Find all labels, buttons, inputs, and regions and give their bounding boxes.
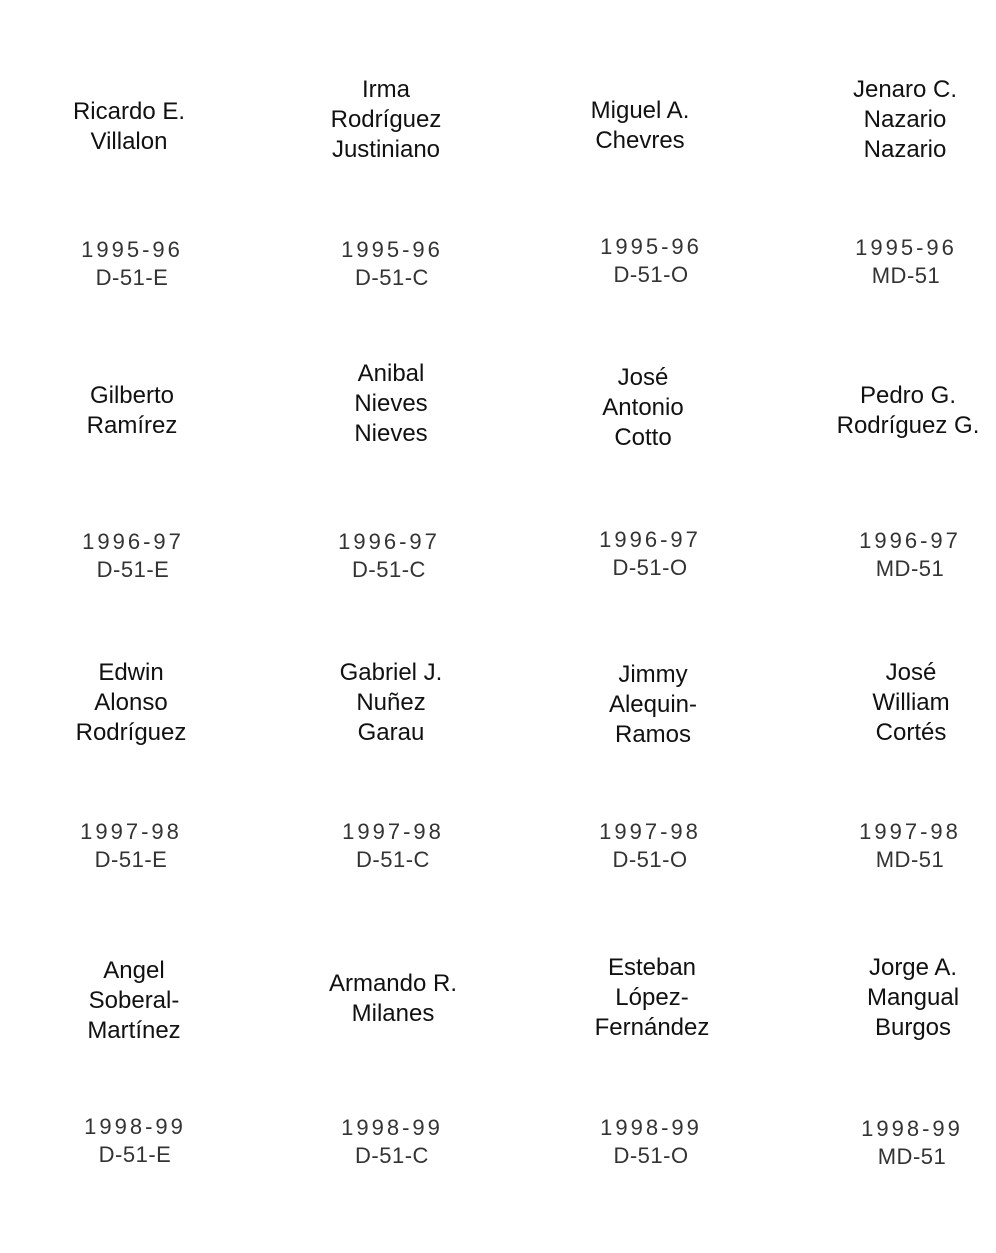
term-year: 1997-98 <box>80 819 182 844</box>
name-line: José <box>885 659 937 686</box>
term-block <box>531 233 771 289</box>
term-block <box>530 526 770 582</box>
term-block <box>15 1113 255 1169</box>
name-line: Villalon <box>90 128 168 155</box>
district-code: D-51-E <box>94 847 168 872</box>
name-line: Fernández <box>594 1014 710 1041</box>
name-line: Mangual <box>866 984 960 1011</box>
term-block <box>530 818 770 874</box>
term-year: 1995-96 <box>600 234 702 259</box>
district-code: D-51-E <box>98 1142 172 1167</box>
member-name <box>266 75 506 165</box>
name-line: Gabriel J. <box>339 659 443 686</box>
term-block <box>792 1115 996 1171</box>
term-year: 1998-99 <box>84 1114 186 1139</box>
name-line: Martínez <box>87 1017 181 1044</box>
name-line: Armando R. <box>328 970 458 997</box>
name-line: William <box>872 689 950 716</box>
term-block <box>269 528 509 584</box>
name-line: Nieves <box>354 420 428 447</box>
member-name <box>273 969 513 1029</box>
district-code: MD-51 <box>877 1144 947 1169</box>
term-block <box>786 234 996 290</box>
name-line: Nazario <box>863 136 947 163</box>
name-line: Milanes <box>351 1000 435 1027</box>
term-block <box>790 818 996 874</box>
name-line: Rodríguez G. <box>836 412 980 439</box>
term-year: 1998-99 <box>341 1115 443 1140</box>
name-line: Ramírez <box>86 412 178 439</box>
term-year: 1996-97 <box>599 527 701 552</box>
term-year: 1996-97 <box>82 529 184 554</box>
district-code: MD-51 <box>875 847 945 872</box>
term-block <box>272 236 512 292</box>
member-name <box>791 658 996 748</box>
member-name <box>788 381 996 441</box>
term-year: 1998-99 <box>861 1116 963 1141</box>
district-code: D-51-C <box>352 557 426 582</box>
term-year: 1997-98 <box>342 819 444 844</box>
district-code: D-51-C <box>355 1143 429 1168</box>
name-line: Miguel A. <box>590 97 690 124</box>
term-year: 1998-99 <box>600 1115 702 1140</box>
name-line: Burgos <box>874 1014 952 1041</box>
name-line: Jimmy <box>618 661 688 688</box>
name-line: Gilberto <box>89 382 175 409</box>
name-line: Ramos <box>614 721 692 748</box>
name-line: Pedro G. <box>859 382 957 409</box>
term-block <box>12 236 252 292</box>
district-code: D-51-C <box>355 265 429 290</box>
name-line: Irma <box>362 76 410 103</box>
name-line: Justiniano <box>331 136 441 163</box>
member-name <box>271 658 511 748</box>
name-line: Jorge A. <box>868 954 958 981</box>
name-line: Nuñez <box>356 689 426 716</box>
name-line: Rodríguez <box>75 719 187 746</box>
member-name <box>533 660 773 750</box>
name-line: Cotto <box>614 424 672 451</box>
member-name <box>793 953 996 1043</box>
name-line: Anibal <box>357 360 425 387</box>
district-code: MD-51 <box>871 263 941 288</box>
district-code: MD-51 <box>875 556 945 581</box>
term-block <box>790 527 996 583</box>
member-name <box>12 381 252 441</box>
name-line: Esteban <box>607 954 697 981</box>
name-line: Chevres <box>595 127 685 154</box>
member-name <box>14 956 254 1046</box>
name-line: Rodríguez <box>330 106 442 133</box>
district-code: D-51-E <box>95 265 169 290</box>
name-line: Antonio <box>602 394 684 421</box>
name-line: López- <box>615 984 689 1011</box>
name-line: Alequin- <box>608 691 698 718</box>
name-line: Ricardo E. <box>72 98 186 125</box>
name-line: Jenaro C. <box>852 76 958 103</box>
term-block <box>13 528 253 584</box>
term-block <box>11 818 251 874</box>
member-name <box>520 96 760 156</box>
district-code: D-51-C <box>356 847 430 872</box>
member-name <box>523 363 763 453</box>
term-year: 1995-96 <box>81 237 183 262</box>
district-code: D-51-O <box>612 555 688 580</box>
name-line: José <box>617 364 669 391</box>
member-name <box>271 359 511 449</box>
term-year: 1997-98 <box>859 819 961 844</box>
name-line: Cortés <box>875 719 947 746</box>
term-block <box>273 818 513 874</box>
district-code: D-51-O <box>613 1143 689 1168</box>
term-year: 1997-98 <box>599 819 701 844</box>
district-code: D-51-O <box>612 847 688 872</box>
name-line: Garau <box>357 719 425 746</box>
term-year: 1995-96 <box>341 237 443 262</box>
term-year: 1996-97 <box>859 528 961 553</box>
district-code: D-51-O <box>613 262 689 287</box>
member-name <box>785 75 996 165</box>
name-line: Nazario <box>863 106 947 133</box>
name-line: Alonso <box>94 689 168 716</box>
name-line: Nieves <box>354 390 428 417</box>
member-name <box>532 953 772 1043</box>
member-name <box>11 658 251 748</box>
district-code: D-51-E <box>96 557 170 582</box>
name-line: Angel <box>103 957 165 984</box>
member-name <box>9 97 249 157</box>
term-block <box>272 1114 512 1170</box>
term-year: 1995-96 <box>855 235 957 260</box>
term-block <box>531 1114 771 1170</box>
term-year: 1996-97 <box>338 529 440 554</box>
name-line: Soberal- <box>88 987 180 1014</box>
name-line: Edwin <box>98 659 164 686</box>
